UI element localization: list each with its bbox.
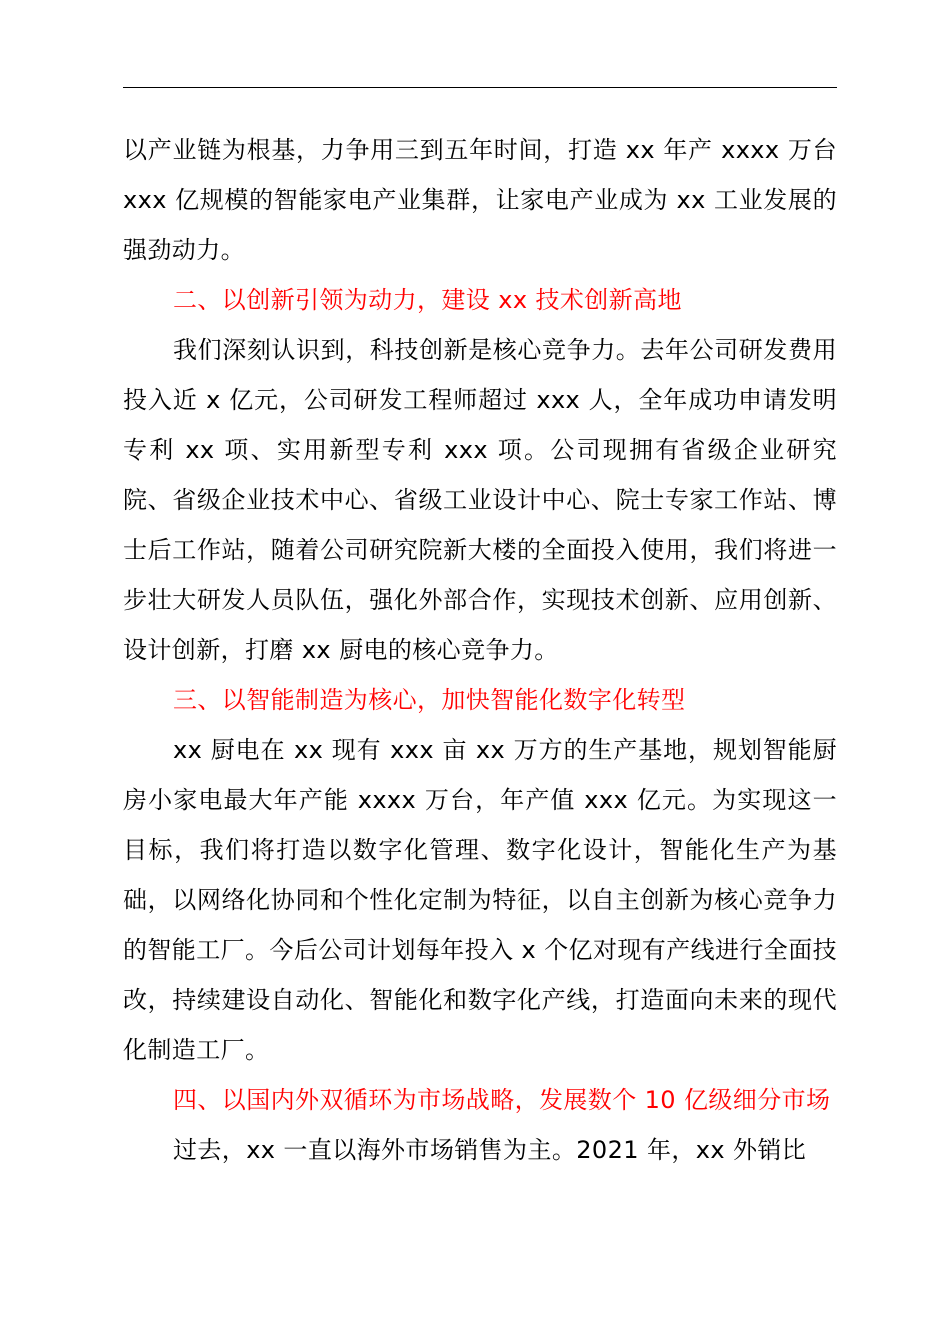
section-heading-innovation: 二、以创新引领为动力，建设 xx 技术创新高地 bbox=[173, 286, 682, 314]
paragraph-smart-manufacturing: xx 厨电在 xx 现有 xxx 亩 xx 万方的生产基地，规划智能厨房小家电最大年产能 xxxx 万台，年产值 xxx 亿元。为实现这一目标，我们将打造以数字化管理、数字化设计，智能化生产为基础，以网络化协同和个性化定制为特征，以自主创新为核心竞争力的智能工厂。今后公司计划每年投入 x 个亿对现有产线进行全面技改，持续建设自动化、智能化和数字化产线，打造面向未来的现代化制造工厂。 bbox=[123, 736, 837, 1064]
section-heading-dual-circulation: 四、以国内外双循环为市场战略，发展数个 10 亿级细分市场 bbox=[173, 1086, 831, 1114]
section-heading-smart-manufacturing: 三、以智能制造为核心，加快智能化数字化转型 bbox=[173, 686, 686, 714]
paragraph-industry-chain: 以产业链为根基，力争用三到五年时间，打造 xx 年产 xxxx 万台 xxx 亿规模的智能家电产业集群，让家电产业成为 xx 工业发展的强劲动力。 bbox=[123, 136, 837, 264]
paragraph-dual-circulation: 过去，xx 一直以海外市场销售为主。2021 年，xx 外销比 bbox=[173, 1136, 807, 1164]
paragraph-innovation: 我们深刻认识到，科技创新是核心竞争力。去年公司研发费用投入近 x 亿元，公司研发工程师超过 xxx 人，全年成功申请发明专利 xx 项、实用新型专利 xxx 项。公司现拥有省级企业研究院、省级企业技术中心、省级工业设计中心、院士专家工作站、博士后工作站，随着公司研究院新大楼的全面投入使用，我们将进一步壮大研发人员队伍，强化外部合作，实现技术创新、应用创新、设计创新，打磨 xx 厨电的核心竞争力。 bbox=[123, 336, 837, 664]
document-body bbox=[123, 125, 837, 1175]
header-rule bbox=[123, 87, 837, 88]
